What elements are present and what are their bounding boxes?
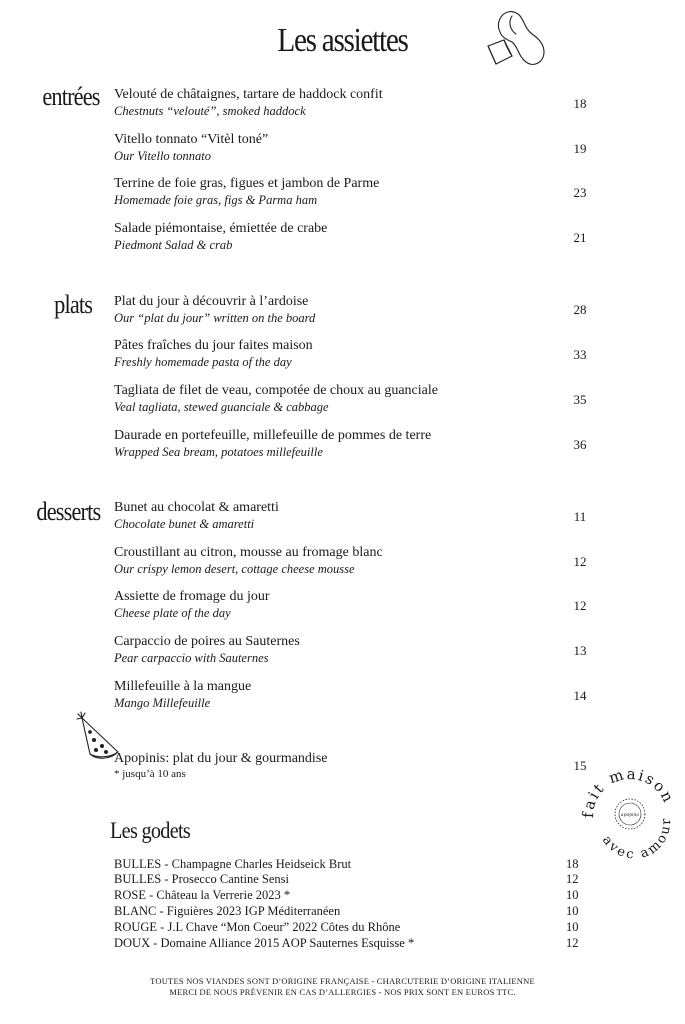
kids-menu-note: * jusqu’à 10 ans	[114, 768, 186, 780]
item-name-en: Piedmont Salad & crab	[114, 238, 233, 252]
item-price: 18	[573, 96, 587, 111]
stamp-center-badge	[615, 799, 645, 829]
item-name-en: Cheese plate of the day	[114, 606, 231, 620]
section-label-entrees: entrées	[42, 82, 100, 111]
footer-line-1: TOUTES NOS VIANDES SONT D’ORIGINE FRANÇAISE - CHARCUTERIE D’ORIGINE ITALIENNE	[150, 976, 535, 986]
wine-item: DOUX - Domaine Alliance 2015 AOP Sauternes Esquisse *	[114, 936, 415, 950]
item-name-en: Pear carpaccio with Sauternes	[114, 651, 269, 665]
menu-item	[114, 220, 594, 254]
footer-notice	[0, 976, 685, 998]
stamp-text-bottom: avec amour	[598, 815, 675, 863]
item-name-en: Our Vitello tonnato	[114, 149, 211, 163]
item-name-en: Our “plat du jour” written on the board	[114, 311, 316, 325]
item-price: 23	[573, 185, 587, 200]
fait-maison-stamp	[578, 764, 682, 868]
item-name-en: Veal tagliata, stewed guanciale & cabbage	[114, 400, 329, 414]
menu-item	[114, 633, 594, 667]
section-label-desserts: desserts	[36, 497, 100, 526]
item-price: 14	[573, 688, 587, 703]
wine-price: 18	[566, 857, 579, 871]
kids-menu-item	[114, 750, 594, 781]
wine-price: 12	[566, 936, 579, 950]
item-name-fr: Carpaccio de poires au Sauternes	[114, 634, 300, 649]
kids-menu-name: Apopinis: plat du jour & gourmandise	[114, 751, 328, 766]
item-price: 21	[573, 230, 587, 245]
garlic-sketch-icon	[478, 4, 550, 76]
footer-line-2: MERCI DE NOUS PRÉVENIR EN CAS D’ALLERGIES - NOS PRIX SONT EN EUROS TTC.	[169, 987, 516, 997]
item-name-en: Chocolate bunet & amaretti	[114, 517, 255, 531]
menu-item	[114, 544, 594, 578]
item-price: 13	[573, 643, 587, 658]
page-title: Les assiettes	[277, 22, 408, 59]
item-name-fr: Vitello tonnato “Vitèl toné”	[114, 132, 269, 147]
menu-item	[114, 86, 594, 120]
wine-item: BLANC - Figuières 2023 IGP Méditerranéen	[114, 904, 341, 918]
item-name-fr: Croustillant au citron, mousse au fromage blanc	[114, 545, 383, 560]
item-name-en: Chestnuts “velouté”, smoked haddock	[114, 104, 306, 118]
item-price: 11	[573, 509, 587, 524]
item-price: 12	[573, 554, 587, 569]
item-name-en: Mango Millefeuille	[114, 696, 211, 710]
wine-price: 10	[566, 904, 579, 918]
menu-item	[114, 678, 594, 712]
menu-item	[114, 427, 594, 461]
kids-menu-price: 15	[573, 758, 587, 773]
menu-item	[114, 337, 594, 371]
menu-item	[114, 293, 594, 327]
item-price: 33	[573, 347, 587, 362]
wine-item: ROUGE - J.L Chave “Mon Coeur” 2022 Côtes du Rhône	[114, 920, 401, 934]
item-name-fr: Bunet au chocolat & amaretti	[114, 500, 279, 515]
item-price: 28	[573, 302, 587, 317]
item-name-fr: Salade piémontaise, émiettée de crabe	[114, 221, 328, 236]
menu-item	[114, 131, 594, 165]
wine-item: BULLES - Prosecco Cantine Sensi	[114, 872, 289, 886]
svg-text:fait maison	[579, 765, 678, 818]
godets-title: Les godets	[110, 818, 191, 843]
item-name-fr: Tagliata de filet de veau, compotée de choux au guanciale	[114, 383, 438, 398]
item-price: 19	[573, 141, 587, 156]
item-name-en: Homemade foie gras, figs & Parma ham	[114, 193, 318, 207]
wine-item: ROSE - Château la Verrerie 2023 *	[114, 888, 291, 902]
wine-price: 10	[566, 920, 579, 934]
item-name-fr: Millefeuille à la mangue	[114, 679, 252, 694]
item-name-fr: Daurade en portefeuille, millefeuille de pommes de terre	[114, 428, 432, 443]
wine-price: 12	[566, 872, 579, 886]
section-label-plats: plats	[54, 290, 92, 319]
item-name-fr: Pâtes fraîches du jour faites maison	[114, 338, 313, 353]
wine-price: 10	[566, 888, 579, 902]
wine-item: BULLES - Champagne Charles Heidseick Brut	[114, 857, 352, 871]
item-name-fr: Plat du jour à découvrir à l’ardoise	[114, 294, 309, 309]
item-name-fr: Terrine de foie gras, figues et jambon de Parme	[114, 176, 380, 191]
menu-item	[114, 382, 594, 416]
item-price: 35	[573, 392, 587, 407]
menu-item	[114, 499, 594, 533]
item-name-fr: Velouté de châtaignes, tartare de haddock confit	[114, 87, 383, 102]
menu-item	[114, 175, 594, 209]
item-name-en: Our crispy lemon desert, cottage cheese mousse	[114, 562, 355, 576]
stamp-text-top: fait maison	[579, 764, 679, 819]
item-name-en: Wrapped Sea bream, potatoes millefeuille	[114, 445, 323, 459]
item-price: 12	[573, 598, 587, 613]
item-name-en: Freshly homemade pasta of the day	[114, 355, 292, 369]
stamp-center-text: apopino	[620, 813, 640, 818]
item-name-fr: Assiette de fromage du jour	[114, 589, 270, 604]
menu-item	[114, 588, 594, 622]
item-price: 36	[573, 437, 587, 452]
